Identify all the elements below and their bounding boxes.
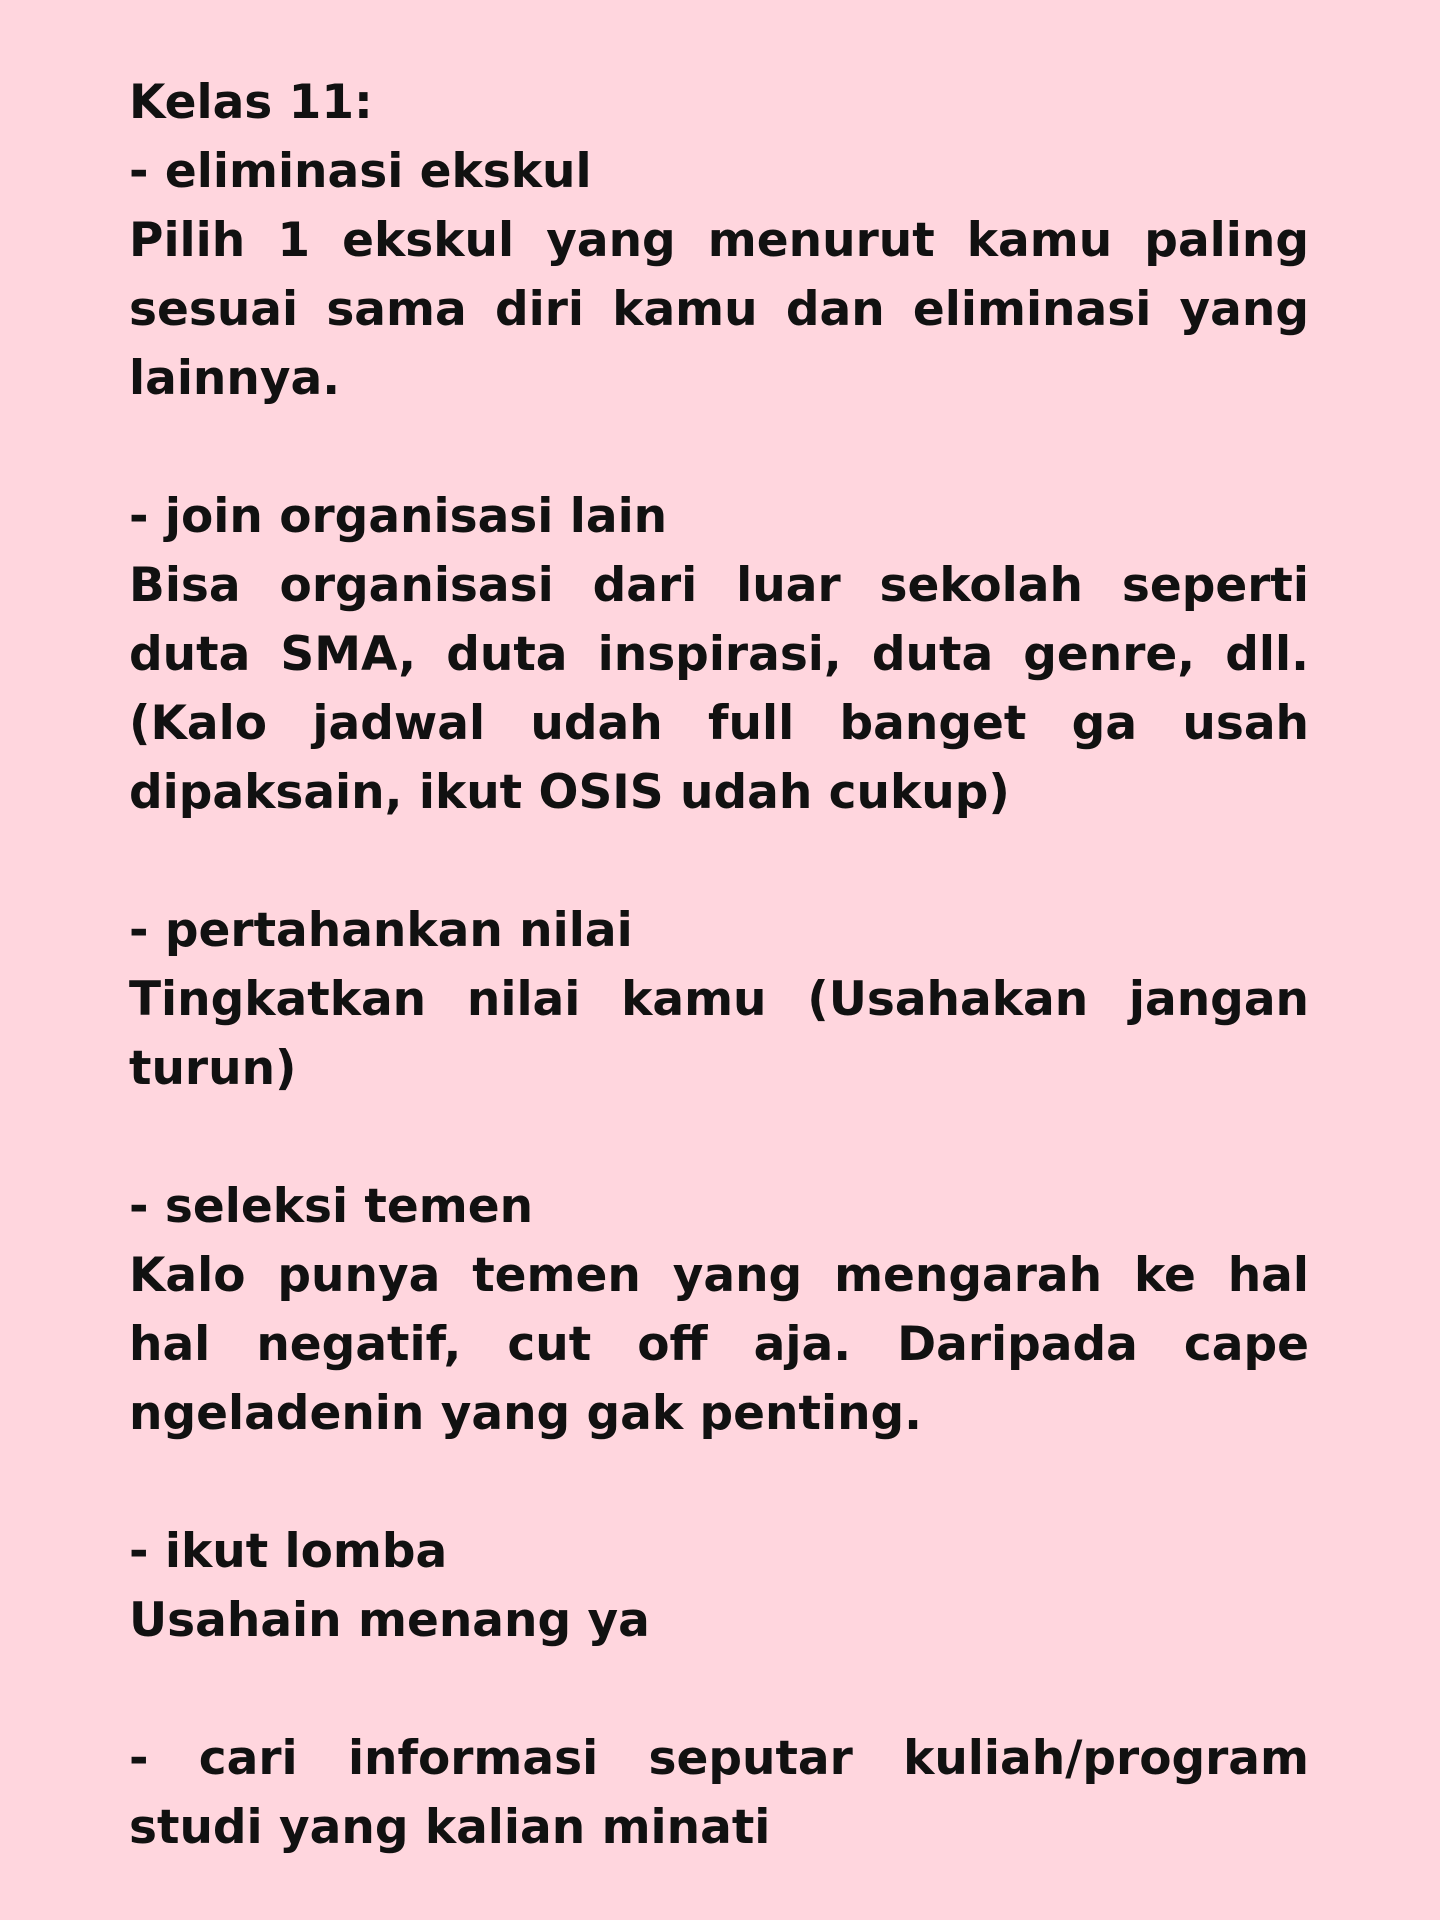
tip-section (129, 1517, 1309, 1655)
section-heading: - seleksi temen (129, 1179, 534, 1234)
section-body: Pilih 1 ekskul yang menurut kamu paling sesuai sama diri kamu dan eliminasi yang lainnya. (129, 213, 1309, 406)
section-heading: - eliminasi ekskul (129, 144, 592, 199)
tip-section (129, 1724, 1309, 1862)
section-heading: - ikut lomba (129, 1524, 448, 1579)
tip-section (129, 137, 1309, 413)
section-body: Kalo punya temen yang mengarah ke hal hal negatif, cut off aja. Daripada cape ngeladenin yang gak penting. (129, 1248, 1309, 1441)
tip-section (129, 1172, 1309, 1448)
tip-section (129, 482, 1309, 827)
section-body: Usahain menang ya (129, 1593, 650, 1648)
section-heading: - pertahankan nilai (129, 903, 633, 958)
section-heading: - join organisasi lain (129, 489, 668, 544)
section-body: Tingkatkan nilai kamu (Usahakan jangan turun) (129, 972, 1309, 1096)
section-body: Bisa organisasi dari luar sekolah seperti duta SMA, duta inspirasi, duta genre, dll. (Kalo jadwal udah full banget ga usah dipaksain, ikut OSIS udah cukup) (129, 558, 1309, 820)
tip-section (129, 896, 1309, 1103)
section-heading: - cari informasi seputar kuliah/program studi yang kalian minati (129, 1731, 1309, 1855)
page-title: Kelas 11: (129, 75, 373, 130)
